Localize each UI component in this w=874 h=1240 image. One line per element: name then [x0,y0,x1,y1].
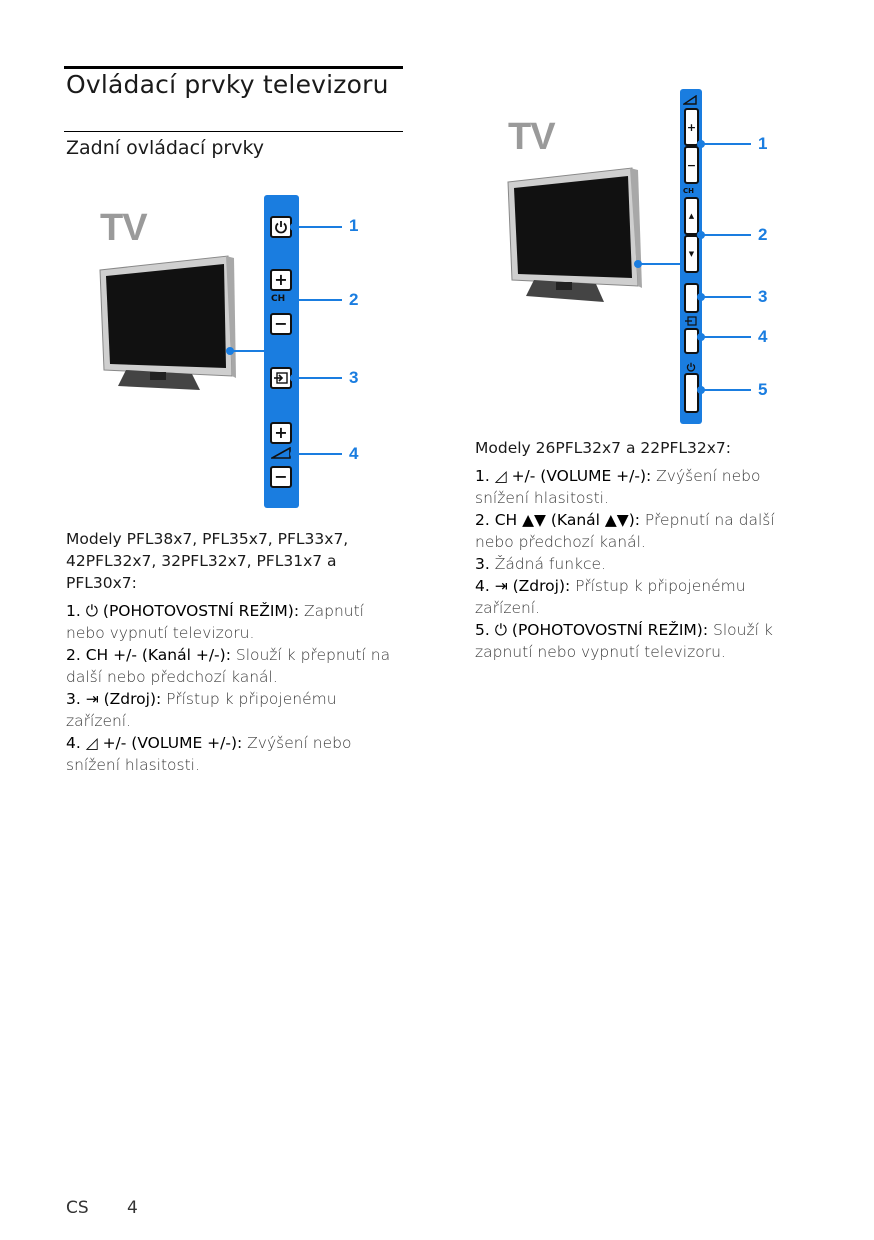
ch-label: CH [683,187,694,195]
callout-number: 3 [758,287,768,306]
list-item [66,732,396,776]
title-rule-top [64,66,403,69]
item-head: 5. ⏻ (POHOTOVOSTNÍ REŽIM): [475,621,709,639]
item-body: Přístup k připojenému zařízení. [475,577,746,617]
page-title: Ovládací prvky televizoru [66,70,389,99]
footer-page-number: 4 [127,1198,138,1218]
tv-pointer-dot [226,347,234,355]
tv-label: TV [100,207,147,249]
callout-line [294,453,342,455]
tv-pointer-dot [634,260,642,268]
item-body: Zapnutí nebo vypnutí televizoru. [66,602,364,642]
list-item [475,575,815,619]
item-body: Přístup k připojenému zařízení. [66,690,337,730]
power-icon [686,362,696,372]
item-head: 4. ◿ +/- (VOLUME +/-): [66,734,243,752]
channel-up-button[interactable]: + [270,269,292,291]
callout-line [701,234,751,236]
volume-icon [271,447,291,459]
callout-number: 4 [758,327,768,346]
list-item [66,600,396,644]
item-head: 1. ⏻ (POHOTOVOSTNÍ REŽIM): [66,602,300,620]
channel-down-button[interactable]: − [270,313,292,335]
tv-pointer-line [230,350,264,352]
item-head: 3. [475,555,490,573]
callout-line [701,389,751,391]
left-description [66,528,396,776]
subtitle-rule [64,131,403,132]
callout-line [701,296,751,298]
item-head: 2. CH +/- (Kanál +/-): [66,646,231,664]
list-item [475,553,815,575]
volume-down-button[interactable]: − [684,146,699,184]
section-subtitle: Zadní ovládací prvky [66,137,265,159]
channel-up-button[interactable]: ▲ [684,197,699,235]
callout-line [294,377,342,379]
list-item [475,619,815,663]
left-control-panel [264,195,299,508]
callout-number: 2 [758,225,768,244]
callout-number: 1 [758,134,768,153]
volume-up-button[interactable]: + [684,108,699,146]
callout-number: 5 [758,380,768,399]
source-button[interactable] [684,328,699,354]
footer-language: CS [66,1198,89,1218]
power-icon [274,220,288,234]
callout-number: 3 [349,368,359,387]
tv-pointer-line [638,263,680,265]
item-body: Zvýšení nebo snížení hlasitosti. [66,734,352,774]
volume-icon [683,95,697,105]
source-icon [274,372,288,384]
right-description [475,437,815,663]
models-heading: Modely PFL38x7, PFL35x7, PFL33x7, 42PFL32x7, 32PFL32x7, PFL31x7 a PFL30x7: [66,530,349,592]
tv-illustration [96,252,236,397]
channel-down-button[interactable]: ▼ [684,235,699,273]
callout-line [701,336,751,338]
item-head: 3. ⇥ (Zdroj): [66,690,162,708]
callout-line [294,299,342,301]
source-button[interactable] [270,367,292,389]
item-body: Slouží k zapnutí nebo vypnutí televizoru. [475,621,773,661]
callout-number: 1 [349,216,359,235]
models-heading: Modely 26PFL32x7 a 22PFL32x7: [475,439,731,457]
list-item [475,465,815,509]
list-item [66,688,396,732]
list-item [66,644,396,688]
callout-line [701,143,751,145]
tv-label: TV [508,116,555,158]
list-item [475,509,815,553]
callout-number: 4 [349,444,359,463]
power-button[interactable] [684,373,699,413]
source-icon [685,316,697,326]
item-head: 4. ⇥ (Zdroj): [475,577,571,595]
volume-up-button[interactable]: + [270,422,292,444]
item-head: 2. CH ▲▼ (Kanál ▲▼): [475,511,640,529]
item-body: Přepnutí na další nebo předchozí kanál. [475,511,775,551]
power-button[interactable] [270,216,292,238]
item-body: Zvýšení nebo snížení hlasitosti. [475,467,761,507]
volume-down-button[interactable]: − [270,466,292,488]
tv-illustration [504,164,644,309]
callout-number: 2 [349,290,359,309]
item-head: 1. ◿ +/- (VOLUME +/-): [475,467,652,485]
item-body: Žádná funkce. [489,555,606,573]
item-body: Slouží k přepnutí na další nebo předchozí kanál. [66,646,391,686]
callout-line [294,226,342,228]
ch-label: CH [271,294,286,304]
